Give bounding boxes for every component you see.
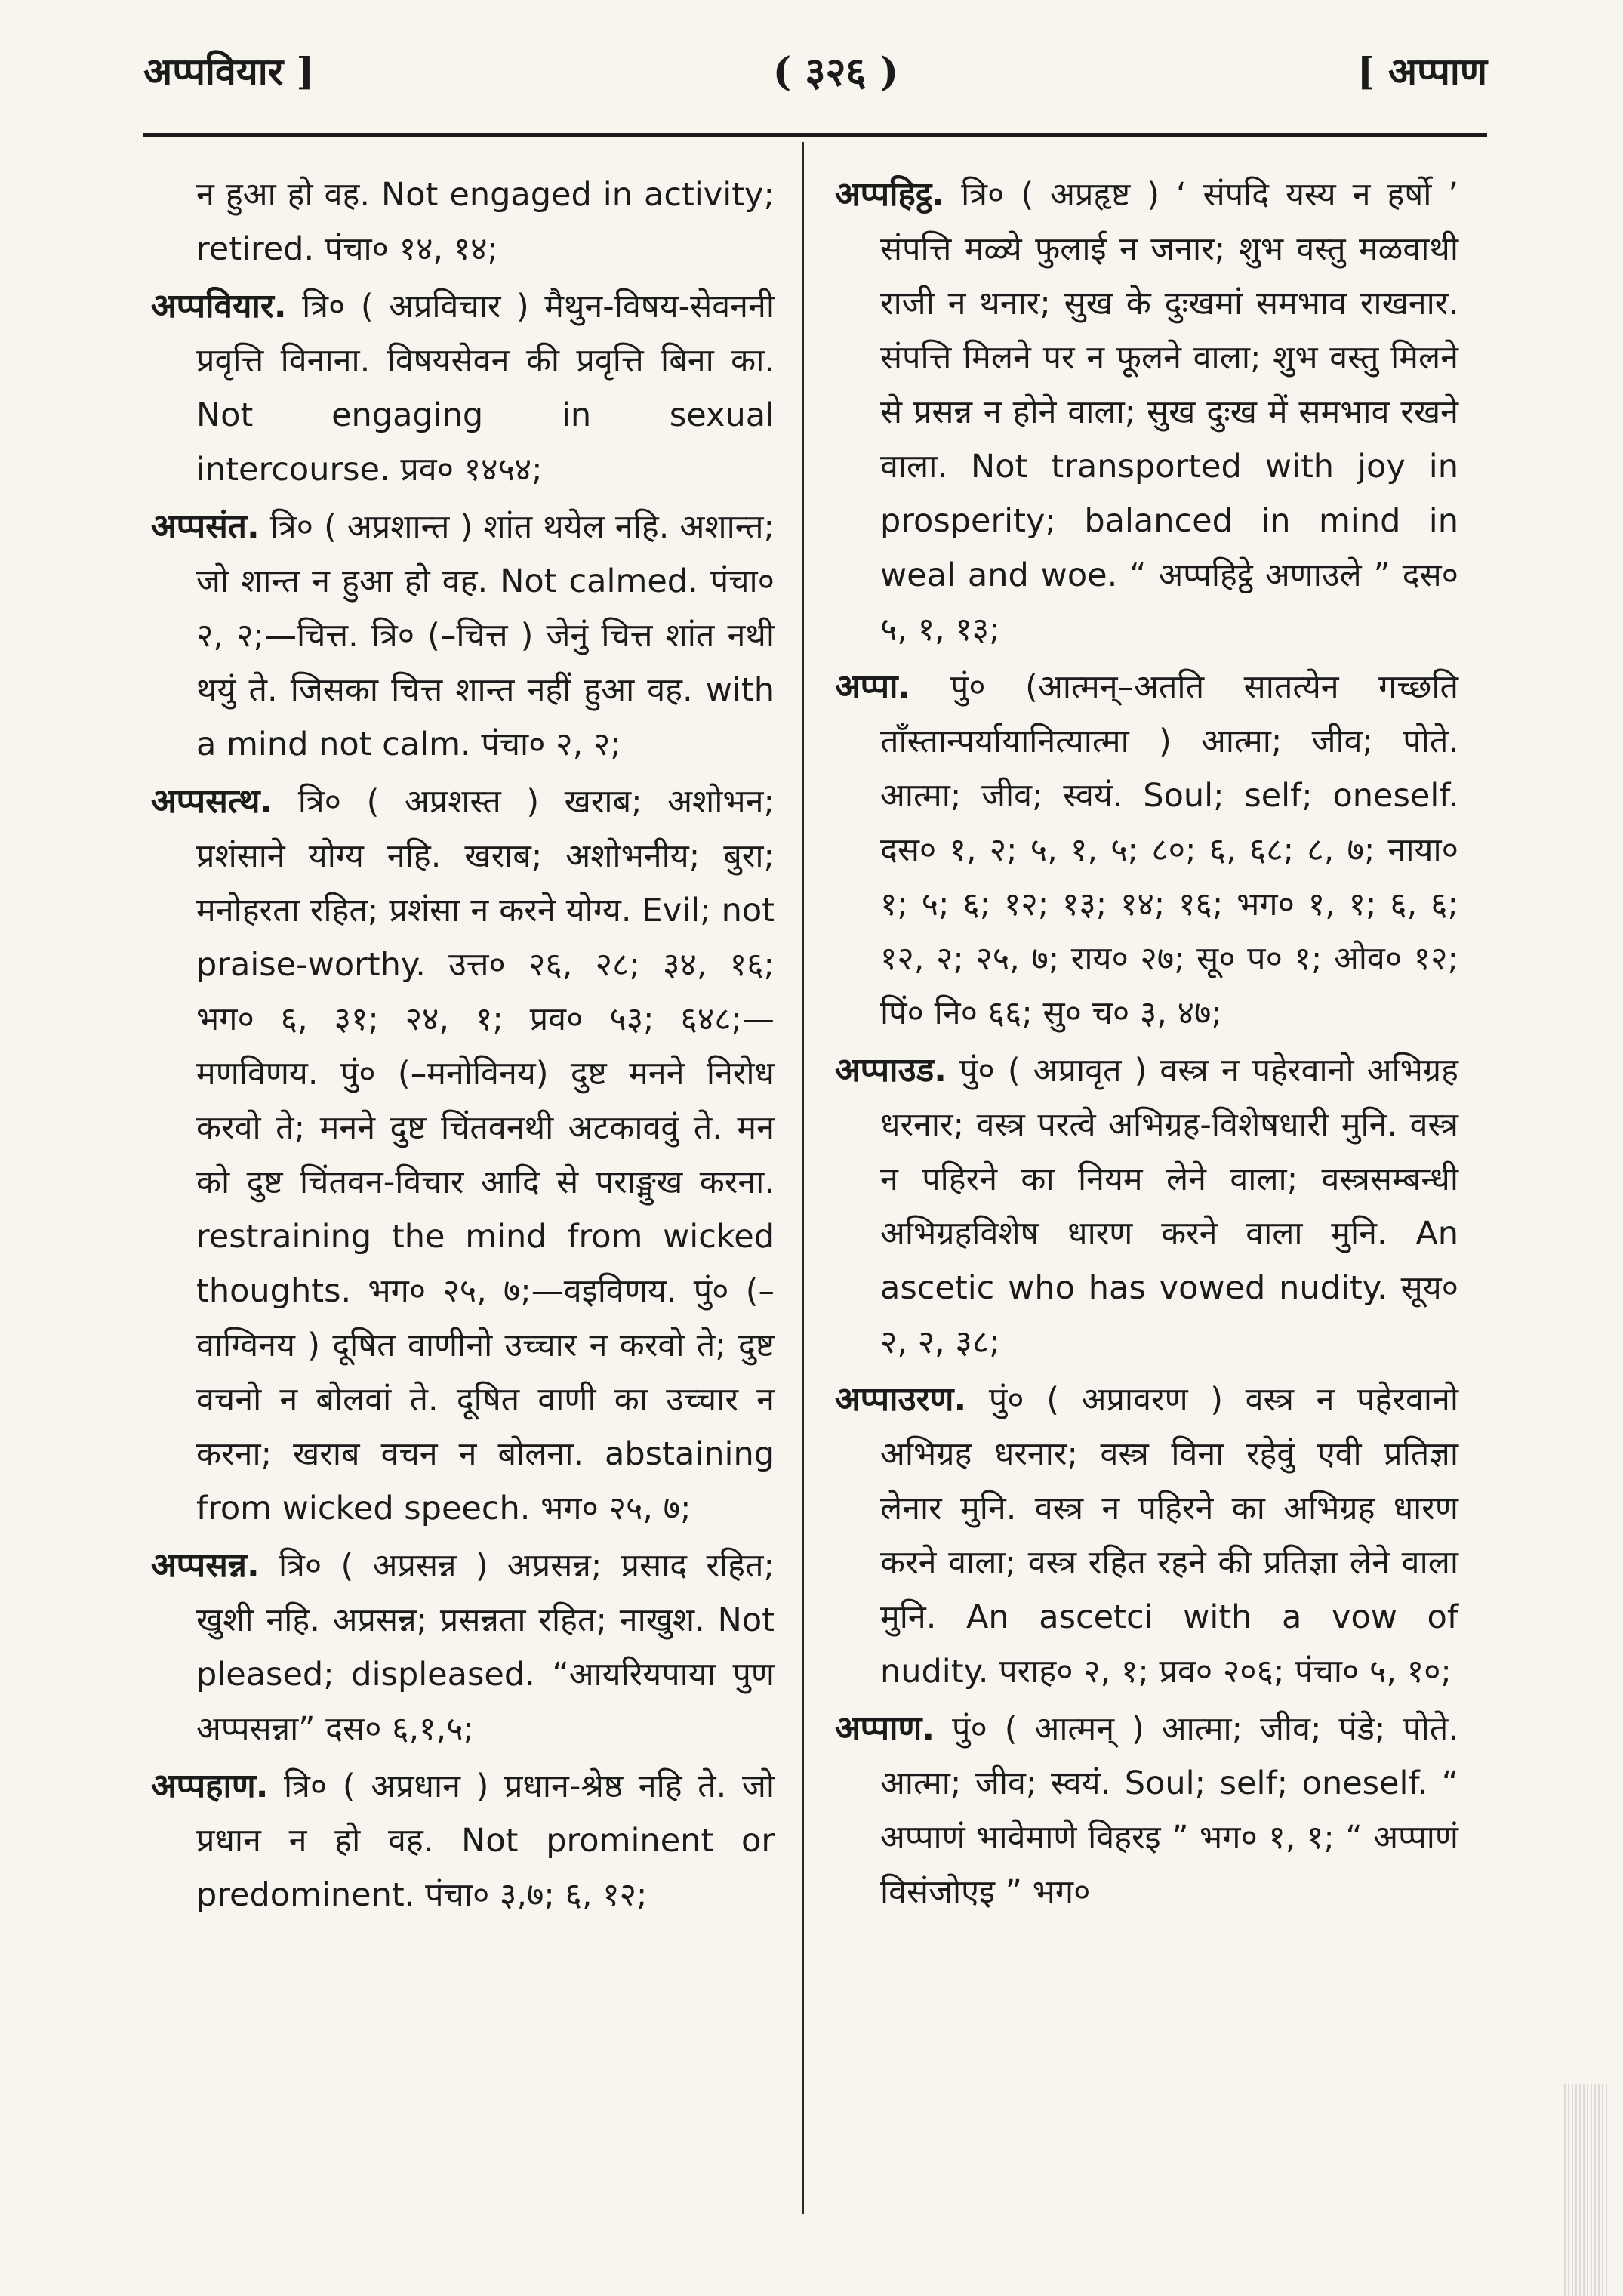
entry-body: पुं० ( अप्रावृत ) वस्त्र न पहेरवानो अभिग्रह धरनार; वस्त्र परत्वे अभिग्रह-विशेषधारी मुनि. वस्त्र न पहिरने का नियम लेने वाला; वस्त्रसम्बन्धी अभिग्रहविशेष धारण करने वाला मुनि. An ascetic who has vowed nudity. सूय० २, २, ३८; (880, 1052, 1458, 1361)
entry-body: त्रि० ( अप्रशस्त ) खराब; अशोभन; प्रशंसाने योग्य नहि. खराब; अशोभनीय; बुरा; मनोहरता रहित; प्रशंसा न करने योग्य. Evil; not praise-worthy. उत्त० २६, २८; ३४, १६; भग० ६, ३१; २४, १; प्रव० ५३; ६४८;—मणविणय. पुं० (–मनोविनय) दुष्ट मनने निरोध करवो ते; मनने दुष्ट चिंतवनथी अटकाववुं ते. मन को दुष्ट चिंतवन-विचार आदि से पराङ्मुख करना. restraining the mind from wicked thoughts. भग० २५, ७;—वइविणय. पुं० (–वाग्विनय ) दूषित वाणीनो उच्चार न करवो ते; दुष्ट वचनो न बोलवां ते. दूषित वाणी का उच्चार न करना; खराब वचन न बोलना. abstaining from wicked speech. भग० २५, ७; (196, 783, 775, 1527)
entry-body: न हुआ हो वह. Not engaged in activity; retired. पंचा० १४, १४; (196, 176, 775, 268)
page-edge-shadow (1564, 2084, 1609, 2296)
entry (151, 1539, 775, 1756)
entry-headword: अप्पाउड. (835, 1051, 947, 1089)
entry-headword: अप्पवियार. (151, 287, 287, 325)
entry (835, 1043, 1458, 1370)
entry (151, 500, 775, 772)
entry (835, 1373, 1458, 1699)
page-number: ( ३२६ ) (772, 48, 899, 95)
entry-body: पुं० (आत्मन्–अतति सातत्येन गच्छति ताँस्तान्पर्यायानित्यात्मा ) आत्मा; जीव; पोते. आत्मा; जीव; स्वयं. Soul; self; oneself. दस० १, २; ५, १, ५; ८०; ६, ६८; ८, ७; नाया० १; ५; ६; १२; १३; १४; १६; भग० १, १; ६, ६; १२, २; २५, ७; राय० २७; सू० प० १; ओव० १२; पिं० नि० ६६; सु० च० ३, ४७; (880, 668, 1458, 1032)
entry (835, 1702, 1458, 1919)
entry-body: त्रि० ( अप्रविचार ) मैथुन-विषय-सेवननी प्रवृत्ति विनाना. विषयसेवन की प्रवृत्ति बिना का. Not engaging in sexual intercourse. प्रव० १४५४; (196, 288, 775, 488)
entry-body: त्रि० ( अप्रसन्न ) अप्रसन्न; प्रसाद रहित; खुशी नहि. अप्रसन्न; प्रसन्नता रहित; नाखुश. Not pleased; displeased. “आयरियपाया पुण अप्पसन्ना” दस० ६,१,५; (196, 1547, 775, 1748)
entry-body: पुं० ( अप्रावरण ) वस्त्र न पहेरवानो अभिग्रह धरनार; वस्त्र विना रहेवुं एवी प्रतिज्ञा लेनार मुनि. वस्त्र न पहिरने का अभिग्रह धारण करने वाला; वस्त्र रहित रहने की प्रतिज्ञा लेने वाला मुनि. An ascetci with a vow of nudity. पराह० २, १; प्रव० २०६; पंचा० ५, १०; (880, 1381, 1459, 1690)
header-left-guideword: अप्पवियार ] (143, 49, 315, 94)
left-column (151, 168, 775, 1925)
entry (151, 775, 775, 1536)
header-right-guideword: [ अप्पाण (1357, 49, 1487, 94)
entry-headword: अप्पा. (835, 667, 911, 706)
entry (151, 1759, 775, 1922)
header-rule (143, 133, 1487, 137)
column-divider (802, 142, 804, 2214)
entry-headword: अप्पाउरण. (835, 1380, 967, 1419)
entry-headword: अप्पसत्थ. (151, 782, 273, 821)
page-header (143, 36, 1487, 104)
entry-body: त्रि० ( अप्रहृष्ट ) ‘ संपदि यस्य न हर्षो ’ संपत्ति मळ्ये फुलाई न जनार; शुभ वस्तु मळवाथी राजी न थनार; सुख के दुःखमां समभाव राखनार. संपत्ति मिलने पर न फूलने वाला; शुभ वस्तु मिलने से प्रसन्न न होने वाला; सुख दुःख में समभाव रखने वाला. Not transported with joy in prosperity; balanced in mind in weal and woe. “ अप्पहिट्ठे अणाउले ” दस० ५, १, १३; (880, 176, 1459, 649)
entry (835, 168, 1458, 657)
right-column (835, 168, 1458, 1922)
entry (151, 279, 775, 497)
entry-body: पुं० ( आत्मन् ) आत्मा; जीव; पंडे; पोते. आत्मा; जीव; स्वयं. Soul; self; oneself. “ अप्पाणं भावेमाणे विहरइ ” भग० १, १; “ अप्पाणं विसंजोएइ ” भग० (880, 1710, 1458, 1911)
entry-continuation (151, 168, 775, 276)
entry-headword: अप्पसंत. (151, 507, 260, 546)
entry-body: त्रि० ( अप्रधान ) प्रधान-श्रेष्ठ नहि ते. जो प्रधान न हो वह. Not prominent or predominent. पंचा० ३,७; ६, १२; (196, 1767, 775, 1914)
entry-headword: अप्पहाण. (151, 1767, 269, 1805)
entry-headword: अप्पाण. (835, 1709, 935, 1748)
entry (835, 660, 1458, 1040)
entry-headword: अप्पसन्न. (151, 1546, 260, 1585)
entry-headword: अप्पहिट्ठ. (835, 175, 945, 214)
entry-body: त्रि० ( अप्रशान्त ) शांत थयेल नहि. अशान्त; जो शान्त न हुआ हो वह. Not calmed. पंचा० २, २;—चित्त. त्रि० (–चित्त ) जेनुं चित्त शांत नथी थयुं ते. जिसका चित्त शान्त नहीं हुआ वह. with a mind not calm. पंचा० २, २; (196, 508, 775, 763)
